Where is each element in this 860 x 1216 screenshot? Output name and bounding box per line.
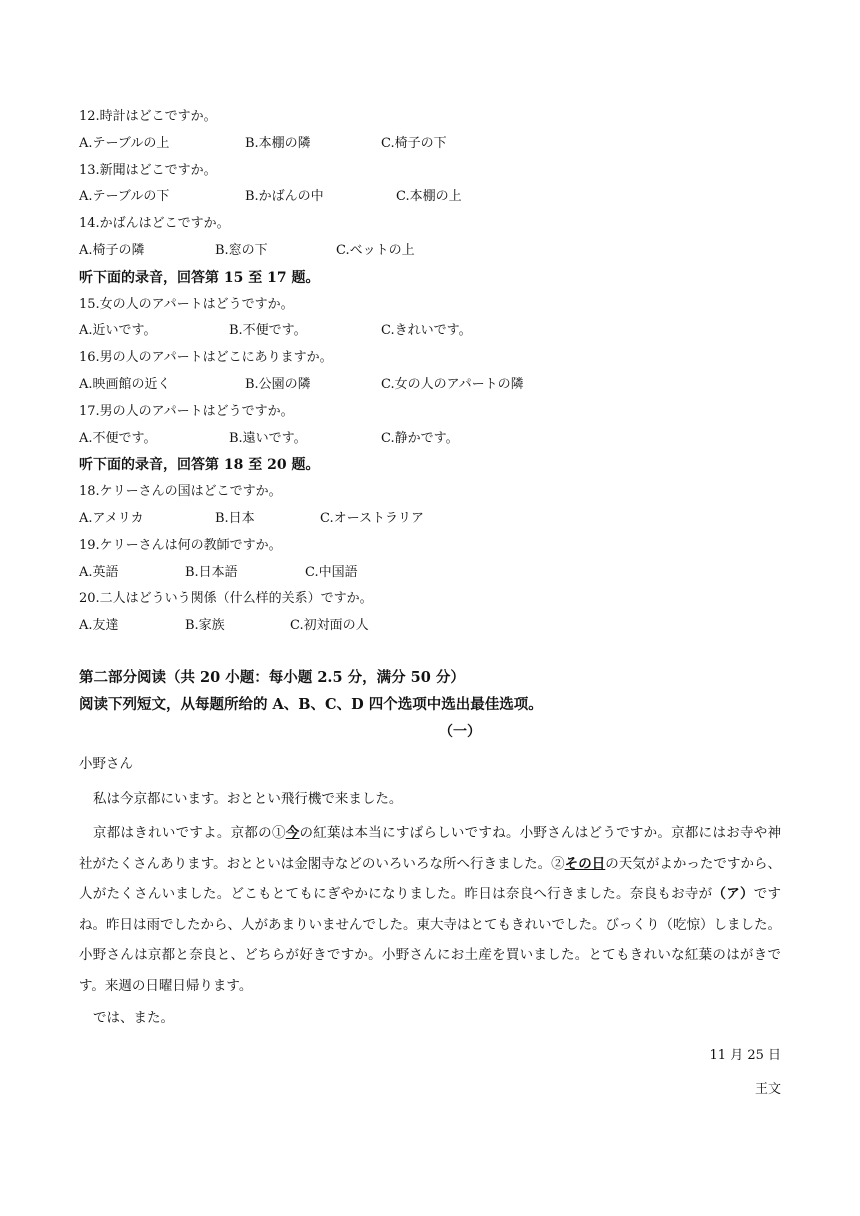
section-heading-18-20: 听下面的录音，回答第 18 至 20 题。	[79, 457, 320, 474]
underlined-word-2: その日	[564, 855, 606, 872]
answer-option-b: B.家族	[185, 618, 225, 634]
answer-option-a: A.椅子の隣	[79, 242, 145, 258]
option-row	[79, 560, 781, 587]
letter-closing: では、また。	[93, 1010, 174, 1027]
listening-questions-18-20	[79, 479, 781, 640]
answer-option-c: C.初対面の人	[290, 618, 369, 634]
option-row	[79, 238, 781, 265]
answer-option-b: B.日本	[215, 510, 255, 526]
answer-option-b: B.不便です。	[229, 323, 307, 339]
question-text: 12.時計はどこですか。	[79, 109, 217, 124]
section-heading-15-17: 听下面的录音，回答第 15 至 17 题。	[79, 269, 320, 286]
question-text: 19.ケリーさんは何の教師ですか。	[79, 537, 282, 553]
answer-option-c: C.椅子の下	[381, 135, 447, 151]
question-text: 17.男の人のアパートはどうですか。	[79, 403, 294, 419]
listening-questions-15-17	[79, 292, 781, 453]
paragraph-text: の天気がよかったですから、人がたくさんいました。どこもとてもにぎやかになりました。昨日は奈良へ行きました。奈良もお寺が	[79, 855, 782, 903]
question-text: 14.かばんはどこですか。	[79, 216, 230, 232]
letter-salutation: 小野さん	[79, 755, 133, 772]
answer-option-c: C.中国語	[305, 564, 358, 580]
answer-option-b: B.日本語	[185, 564, 238, 580]
answer-option-b: B.本棚の隣	[245, 135, 311, 151]
blank-marker: （ア）	[712, 886, 754, 903]
listening-questions-12-14	[79, 104, 781, 265]
answer-option-c: C.ベットの上	[336, 242, 415, 258]
answer-option-c: C.本棚の上	[396, 189, 462, 205]
letter-signature: 王文	[754, 1082, 781, 1098]
letter	[79, 746, 781, 1108]
letter-date: 11 月 25 日	[709, 1048, 781, 1064]
underlined-word-1: 今	[285, 825, 300, 842]
answer-option-b: B.遠いです。	[229, 430, 307, 446]
question-text: 16.男の人のアパートはどこにありますか。	[79, 350, 333, 366]
option-row	[79, 318, 781, 345]
answer-option-a: A.テーブルの上	[79, 135, 170, 151]
answer-option-a: A.英語	[79, 564, 119, 580]
answer-option-b: B.かばんの中	[245, 189, 324, 205]
question-text: 20.二人はどういう関係（什么样的关系）ですか。	[79, 591, 373, 607]
question-text: 13.新聞はどこですか。	[79, 162, 217, 178]
answer-option-a: A.不便です。	[79, 430, 157, 446]
answer-option-a: A.テーブルの下	[79, 189, 170, 205]
question-text: 15.女の人のアパートはどうですか。	[79, 296, 294, 312]
answer-option-a: A.映画館の近く	[79, 376, 171, 392]
option-row	[79, 372, 781, 399]
answer-option-c: C.女の人のアパートの隣	[381, 376, 524, 392]
answer-option-a: A.友達	[79, 618, 119, 634]
paragraph-text: の紅葉は本当にすばらしいですね。小野さんはどうですか。京都にはお寺や神社がたくさんあります。おとといは金閣寺などのいろいろな所へ行きました。②	[79, 825, 782, 872]
answer-option-b: B.公園の隣	[245, 376, 311, 392]
question-text: 18.ケリーさんの国はどこですか。	[79, 484, 282, 500]
option-row	[79, 506, 781, 533]
answer-option-c: C.きれいです。	[381, 323, 472, 339]
part2-title: 第二部分阅读（共 20 小题：每小题 2.5 分，满分 50 分）	[79, 668, 465, 686]
paragraph-text: 京都はきれいですよ。京都の①	[93, 825, 286, 842]
option-row	[79, 426, 781, 453]
answer-option-a: A.アメリカ	[79, 510, 144, 526]
option-row	[79, 131, 781, 158]
letter-paragraph-2	[79, 818, 781, 1001]
answer-option-a: A.近いです。	[79, 323, 157, 339]
paragraph-text: ですね。昨日は雨でしたから、人があまりいませんでした。東大寺はとてもきれいでした。びっくり（吃惊）しました。小野さんは京都と奈良と、どちらが好きですか。小野さんにお土産を買いました。とてもきれいな紅葉のはがきです。来週の日曜日帰ります。	[79, 886, 782, 994]
answer-option-b: B.窓の下	[215, 242, 268, 258]
option-row	[79, 613, 781, 640]
answer-option-c: C.静かです。	[381, 430, 459, 446]
spacer	[79, 640, 781, 664]
option-row	[79, 184, 781, 211]
exam-page	[79, 104, 781, 1107]
letter-paragraph-1: 私は今京都にいます。おととい飛行機で来ました。	[93, 790, 403, 807]
answer-option-c: C.オーストラリア	[320, 510, 424, 526]
part2-instruction: 阅读下列短文，从每题所给的 A、B、C、D 四个选项中选出最佳选项。	[79, 695, 543, 713]
passage-number: （一）	[439, 723, 481, 740]
